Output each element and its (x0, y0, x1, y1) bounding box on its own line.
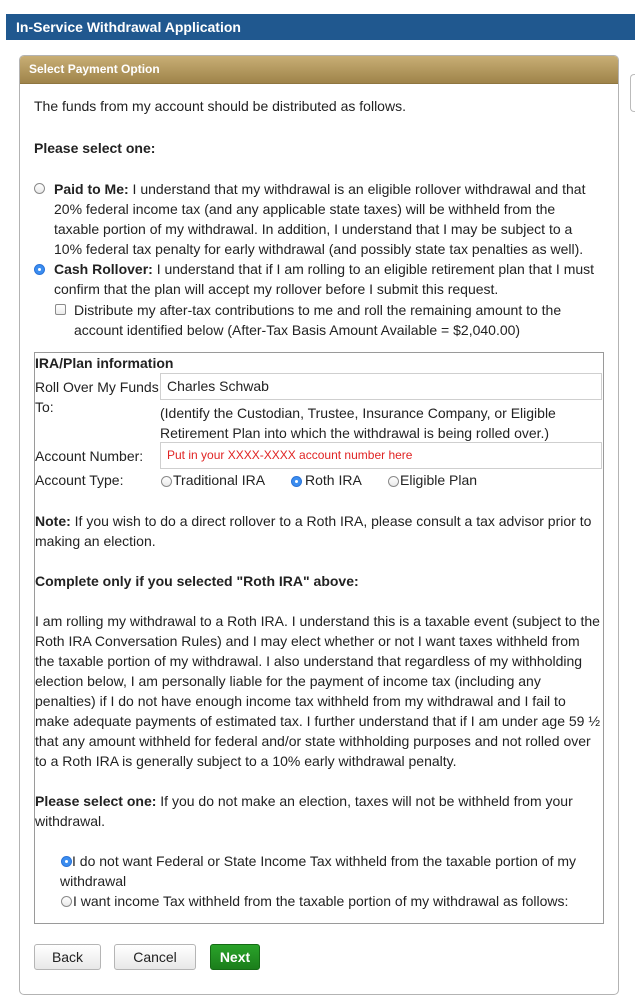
next-button[interactable]: Next (210, 944, 260, 970)
select-prompt: Please select one: (34, 140, 156, 156)
eligible-plan-label[interactable]: Eligible Plan (400, 472, 478, 488)
app-title: In-Service Withdrawal Application (16, 19, 241, 35)
after-tax-option-text: Distribute my after-tax contributions to me and roll the remaining amount to the account identified below (After-Tax Basis Amount Available = $2,040.00) (74, 302, 562, 338)
eligible-plan-radio[interactable] (388, 476, 399, 487)
note-label: Note: (35, 513, 71, 529)
cancel-button[interactable]: Cancel (114, 944, 196, 970)
withholding-prompt-text: If you do not make an election, taxes will not be withheld from your withdrawal. (35, 793, 573, 829)
withholding-prompt (35, 791, 603, 831)
cash-rollover-text: I understand that if I am rolling to an eligible retirement plan that I must confirm that the plan will accept my rollover before I submit this request. (54, 261, 595, 297)
roth-ira-radio[interactable] (291, 476, 302, 487)
ira-plan-title: IRA/Plan information (35, 355, 174, 371)
cash-rollover-option[interactable] (54, 259, 604, 299)
withholding-prompt-label: Please select one: (35, 793, 157, 809)
intro-text: The funds from my account should be distributed as follows. (34, 98, 406, 114)
paid-to-me-label: Paid to Me: (54, 181, 129, 197)
roth-heading: Complete only if you selected "Roth IRA" above: (35, 573, 359, 589)
account-number-label: Account Number: (35, 448, 144, 464)
traditional-ira-label[interactable]: Traditional IRA (173, 472, 266, 488)
panel-header: Select Payment Option (20, 56, 618, 84)
account-number-input[interactable]: Put in your XXXX-XXXX account number here (160, 442, 602, 469)
paid-to-me-radio[interactable] (34, 183, 45, 194)
back-button[interactable]: Back (34, 944, 101, 970)
app-title-bar (6, 14, 635, 40)
paid-to-me-option[interactable] (54, 179, 604, 259)
side-panel-edge (630, 74, 635, 112)
account-type-label: Account Type: (35, 472, 124, 488)
cash-rollover-label: Cash Rollover: (54, 261, 153, 277)
paid-to-me-text: I understand that my withdrawal is an eligible rollover withdrawal and that 20% federal income tax (and any applicable state taxes) will be withheld from the taxable portion of my withdrawal. In addition, I understand that I may be subject to a 10% federal tax penalty for early withdrawal (and possibly state tax penalties as well). (54, 181, 586, 257)
roth-ira-label[interactable]: Roth IRA (305, 472, 362, 488)
rollover-to-input[interactable]: Charles Schwab (160, 373, 602, 400)
traditional-ira-radio[interactable] (161, 476, 172, 487)
no-withholding-label[interactable]: I do not want Federal or State Income Tax withheld from the taxable portion of my withdrawal (60, 853, 577, 889)
rollover-to-help: (Identify the Custodian, Trustee, Insurance Company, or Eligible Retirement Plan into which the withdrawal is being rolled over.) (160, 405, 556, 441)
after-tax-checkbox[interactable] (55, 304, 66, 315)
rollover-to-label: Roll Over My Funds To: (35, 379, 159, 415)
roth-paragraph: I am rolling my withdrawal to a Roth IRA. I understand this is a taxable event (subject to the Roth IRA Conversation Rules) and I may elect whether or not I want taxes withheld from the taxable portion of my withdrawal. I also understand that regardless of my withholding election below, I am personally liable for the payment of income tax (including any penalties) if I do not have enough income tax withheld from my withdrawal and I fail to make adequate payments of estimated tax. I further understand that if I am under age 59 ½ that any amount withheld for federal and/or state withholding purposes and not rolled over to a Roth IRA is generally subject to a 10% early withdrawal penalty. (35, 613, 601, 769)
ira-plan-info-box (34, 352, 604, 924)
cash-rollover-radio[interactable] (34, 264, 45, 275)
note-text (35, 511, 603, 551)
note-body: If you wish to do a direct rollover to a Roth IRA, please consult a tax advisor prior to making an election. (35, 513, 592, 549)
withhold-tax-label[interactable]: I want income Tax withheld from the taxable portion of my withdrawal as follows: (73, 893, 569, 909)
withhold-tax-radio[interactable] (61, 896, 72, 907)
